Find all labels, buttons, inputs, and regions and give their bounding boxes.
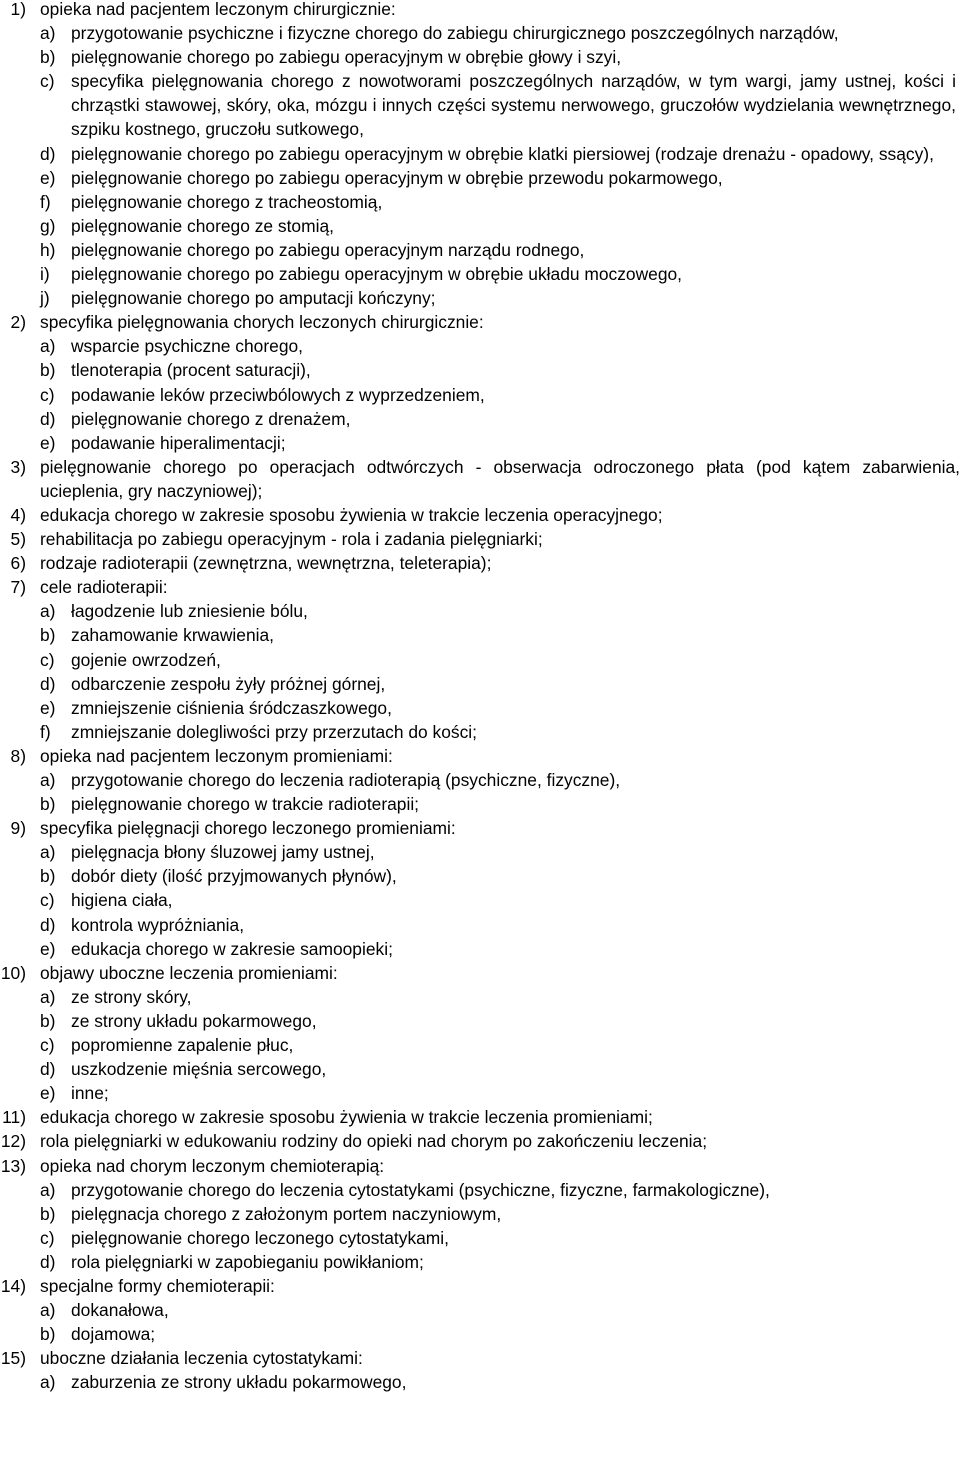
sub-item [40,1178,960,1202]
sub-item [40,1009,960,1033]
list-item [0,1274,960,1346]
item-body [40,816,960,961]
sub-item [40,1033,960,1057]
sub-item [40,21,960,45]
sub-item [40,1250,960,1274]
sub-item-text: dojamowa; [71,1324,156,1345]
sub-item-text: uszkodzenie mięśnia sercowego, [71,1059,327,1080]
sub-item-text: rola pielęgniarki w zapobieganiu powikłaniom; [71,1251,424,1272]
list-item [0,816,960,961]
list-item [0,575,960,744]
sub-item [40,142,960,166]
item-number: 4) [10,504,26,525]
sub-item [40,1370,960,1394]
sub-item-text: inne; [71,1083,109,1104]
item-number: 7) [10,577,26,598]
item-body [40,575,960,744]
item-body [40,744,960,816]
sub-item [40,792,960,816]
sub-item [40,648,960,672]
sub-item-text: kontrola wypróżniania, [71,914,245,935]
sub-item-letter: b) [40,1010,56,1031]
sub-item-text: pielęgnowanie chorego po zabiegu operacyjnym w obrębie przewodu pokarmowego, [71,167,723,188]
list-item [0,1105,960,1129]
item-number-cell [0,455,40,503]
list-item [0,503,960,527]
item-number-cell [0,1346,40,1394]
sub-item-letter: a) [40,842,56,863]
sub-item-text: odbarczenie zespołu żyły próżnej górnej, [71,673,386,694]
sub-item-letter: a) [40,1179,56,1200]
item-number-cell [0,0,40,310]
sub-item-text: pielęgnowanie chorego z drenażem, [71,408,351,429]
item-body [40,1274,960,1346]
item-text: rehabilitacja po zabiegu operacyjnym - rola i zadania pielęgniarki; [40,529,543,550]
sub-item [40,69,960,141]
item-number: 6) [10,553,26,574]
sub-item [40,1057,960,1081]
sub-item-letter: d) [40,914,56,935]
sub-item [40,407,960,431]
sub-item-letter: e) [40,697,56,718]
sub-item-letter: j) [40,288,50,309]
item-number: 3) [10,456,26,477]
sub-item-text: zmniejszenie ciśnienia śródczaszkowego, [71,697,392,718]
sub-item-text: zahamowanie krwawienia, [71,625,274,646]
list-item [0,1346,960,1394]
item-number-cell [0,961,40,1106]
sub-item [40,985,960,1009]
sub-item-text: popromienne zapalenie płuc, [71,1035,294,1056]
item-body [40,1105,960,1129]
item-number: 2) [10,312,26,333]
item-number-cell [0,1154,40,1274]
item-number-cell [0,1274,40,1346]
item-number: 14) [0,1275,26,1296]
list-item [0,551,960,575]
sub-item-letter: c) [40,384,55,405]
item-text: edukacja chorego w zakresie sposobu żywienia w trakcie leczenia operacyjnego; [40,504,663,525]
sub-item-text: pielęgnowanie chorego po zabiegu operacyjnym w obrębie układu moczowego, [71,264,682,285]
sub-item [40,45,960,69]
sub-item-text: gojenie owrzodzeń, [71,649,221,670]
sub-item-letter: a) [40,1372,56,1393]
item-number: 13) [0,1155,26,1176]
item-number-cell [0,575,40,744]
sub-item-text: pielęgnowanie chorego po zabiegu operacyjnym narządu rodnego, [71,239,585,260]
sub-item [40,720,960,744]
item-text: uboczne działania leczenia cytostatykami: [40,1348,363,1369]
sub-item [40,262,960,286]
sub-item-text: pielęgnowanie chorego ze stomią, [71,215,334,236]
sub-item-letter: h) [40,239,56,260]
sub-item-letter: a) [40,23,56,44]
sub-item-letter: d) [40,1251,56,1272]
sub-item-letter: e) [40,167,56,188]
sub-item-letter: g) [40,215,56,236]
sub-item [40,1202,960,1226]
item-body [40,551,960,575]
sub-item-letter: b) [40,625,56,646]
item-number: 9) [10,818,26,839]
item-text: objawy uboczne leczenia promieniami: [40,962,338,983]
item-number-cell [0,503,40,527]
item-number: 10) [0,962,26,983]
sub-item-letter: c) [40,1227,55,1248]
sub-item-text: dobór diety (ilość przyjmowanych płynów), [71,866,397,887]
item-number-cell [0,1129,40,1153]
sub-item-letter: c) [40,1035,55,1056]
sub-item-text: przygotowanie chorego do leczenia cytostatykami (psychiczne, fizyczne, farmakologiczne), [71,1179,770,1200]
sub-item-text: pielęgnowanie chorego po zabiegu operacyjnym w obrębie klatki piersiowej (rodzaje drenażu - opadowy, ssący), [71,143,934,164]
sub-item-text: higiena ciała, [71,890,173,911]
sub-item [40,238,960,262]
sub-item [40,864,960,888]
sub-item-text: tlenoterapia (procent saturacji), [71,360,311,381]
item-body [40,503,960,527]
list-item [0,455,960,503]
list-item [0,1129,960,1153]
sub-item-text: zaburzenia ze strony układu pokarmowego, [71,1372,407,1393]
item-number-cell [0,1105,40,1129]
sub-item-text: łagodzenie lub zniesienie bólu, [71,601,308,622]
sub-item-letter: a) [40,770,56,790]
item-number-cell [0,551,40,575]
sub-item-letter: b) [40,47,56,68]
item-number: 12) [0,1131,26,1152]
sub-item-letter: a) [40,601,56,622]
sub-item [40,599,960,623]
sub-item [40,1322,960,1346]
sub-item-text: dokanałowa, [71,1300,169,1321]
sub-item-text: podawanie leków przeciwbólowych z wyprzedzeniem, [71,384,485,405]
sub-item-letter: i) [40,264,50,285]
sub-item-text: przygotowanie chorego do leczenia radioterapią (psychiczne, fizyczne), [71,770,621,790]
sub-item-letter: e) [40,938,56,959]
sub-item-letter: c) [40,890,55,911]
item-number: 8) [10,745,26,766]
sub-item [40,913,960,937]
item-text: specjalne formy chemioterapii: [40,1275,275,1296]
item-text: rodzaje radioterapii (zewnętrzna, wewnętrzna, teleterapia); [40,553,492,574]
sub-item [40,190,960,214]
sub-item-text: ze strony układu pokarmowego, [71,1010,317,1031]
sub-item-letter: b) [40,1203,56,1224]
item-text: cele radioterapii: [40,577,168,598]
sub-item-text: ze strony skóry, [71,986,192,1007]
item-text: opieka nad pacjentem leczonym chirurgicznie: [40,0,396,19]
item-body [40,1154,960,1274]
list-item [0,744,960,816]
item-text: specyfika pielęgnacji chorego leczonego promieniami: [40,818,456,839]
sub-item [40,166,960,190]
sub-item [40,286,960,310]
sub-item-text: pielęgnowanie chorego w trakcie radioterapii; [71,794,420,815]
sub-item [40,431,960,455]
sub-item [40,1081,960,1105]
item-number: 1) [10,0,26,19]
sub-item [40,1226,960,1250]
sub-item-letter: b) [40,360,56,381]
sub-item [40,334,960,358]
item-body [40,310,960,455]
item-body [40,455,960,503]
sub-item-text: edukacja chorego w zakresie samoopieki; [71,938,393,959]
sub-item-text: specyfika pielęgnowania chorego z nowotworami poszczególnych narządów, w tym wargi, jamy ustnej, kości i chrząstki stawowej, skóry, oka, mózgu i innych części systemu nerwowego, gruczołów wydzielania wewnętrznego, szpiku kostnego, gruczołu sutkowego, [71,71,956,140]
list-item [0,1154,960,1274]
sub-item [40,383,960,407]
sub-item [40,672,960,696]
item-body [40,961,960,1106]
item-text: edukacja chorego w zakresie sposobu żywienia w trakcie leczenia promieniami; [40,1107,653,1128]
sub-item-text: podawanie hiperalimentacji; [71,432,286,453]
sub-item-letter: f) [40,721,51,742]
sub-item-letter: c) [40,71,55,92]
sub-item-letter: a) [40,1300,56,1321]
item-body [40,0,960,310]
list-item [0,310,960,455]
list-item [0,527,960,551]
sub-item-letter: b) [40,1324,56,1345]
item-body [40,1346,960,1394]
sub-item-letter: a) [40,336,56,357]
sub-item-text: pielęgnacja chorego z założonym portem naczyniowym, [71,1203,502,1224]
sub-item [40,214,960,238]
sub-item-letter: d) [40,143,56,164]
sub-item-text: pielęgnowanie chorego po amputacji kończyny; [71,288,436,309]
sub-item-letter: f) [40,191,51,212]
sub-item-text: zmniejszanie dolegliwości przy przerzutach do kości; [71,721,477,742]
item-body [40,1129,960,1153]
item-text: pielęgnowanie chorego po operacjach odtwórczych - obserwacja odroczonego płata (pod kątem zabarwienia, ucieplenia, gry naczyniowej); [40,456,960,501]
sub-item-letter: e) [40,1083,56,1104]
sub-item-text: wsparcie psychiczne chorego, [71,336,303,357]
sub-item [40,937,960,961]
item-number: 15) [0,1348,26,1369]
sub-item-text: pielęgnowanie chorego leczonego cytostatykami, [71,1227,449,1248]
item-number-cell [0,744,40,816]
sub-item [40,840,960,864]
sub-item-text: przygotowanie psychiczne i fizyczne chorego do zabiegu chirurgicznego poszczególnych narządów, [71,23,839,44]
sub-item-letter: a) [40,986,56,1007]
sub-item-text: pielęgnowanie chorego z tracheostomią, [71,191,383,212]
item-number-cell [0,816,40,961]
sub-item-text: pielęgnowanie chorego po zabiegu operacyjnym w obrębie głowy i szyi, [71,47,622,68]
item-number: 5) [10,529,26,550]
item-text: specyfika pielęgnowania chorych leczonych chirurgicznie: [40,312,484,333]
item-number-cell [0,310,40,455]
sub-item [40,358,960,382]
item-number: 11) [2,1107,26,1128]
sub-item [40,623,960,647]
item-text: rola pielęgniarki w edukowaniu rodziny do opieki nad chorym po zakończeniu leczenia; [40,1131,708,1152]
sub-item-letter: c) [40,649,55,670]
sub-item-letter: d) [40,673,56,694]
sub-item-letter: b) [40,866,56,887]
sub-item-letter: d) [40,1059,56,1080]
sub-item [40,888,960,912]
sub-item [40,1298,960,1322]
item-number-cell [0,527,40,551]
sub-item [40,696,960,720]
item-text: opieka nad chorym leczonym chemioterapią: [40,1155,385,1176]
sub-item-text: pielęgnacja błony śluzowej jamy ustnej, [71,842,375,863]
item-body [40,527,960,551]
list-item [0,0,960,310]
item-text: opieka nad pacjentem leczonym promieniami: [40,745,393,766]
list-item [0,961,960,1106]
sub-item-letter: b) [40,794,56,815]
sub-item-letter: d) [40,408,56,429]
sub-item-letter: e) [40,432,56,453]
sub-item [40,768,960,792]
